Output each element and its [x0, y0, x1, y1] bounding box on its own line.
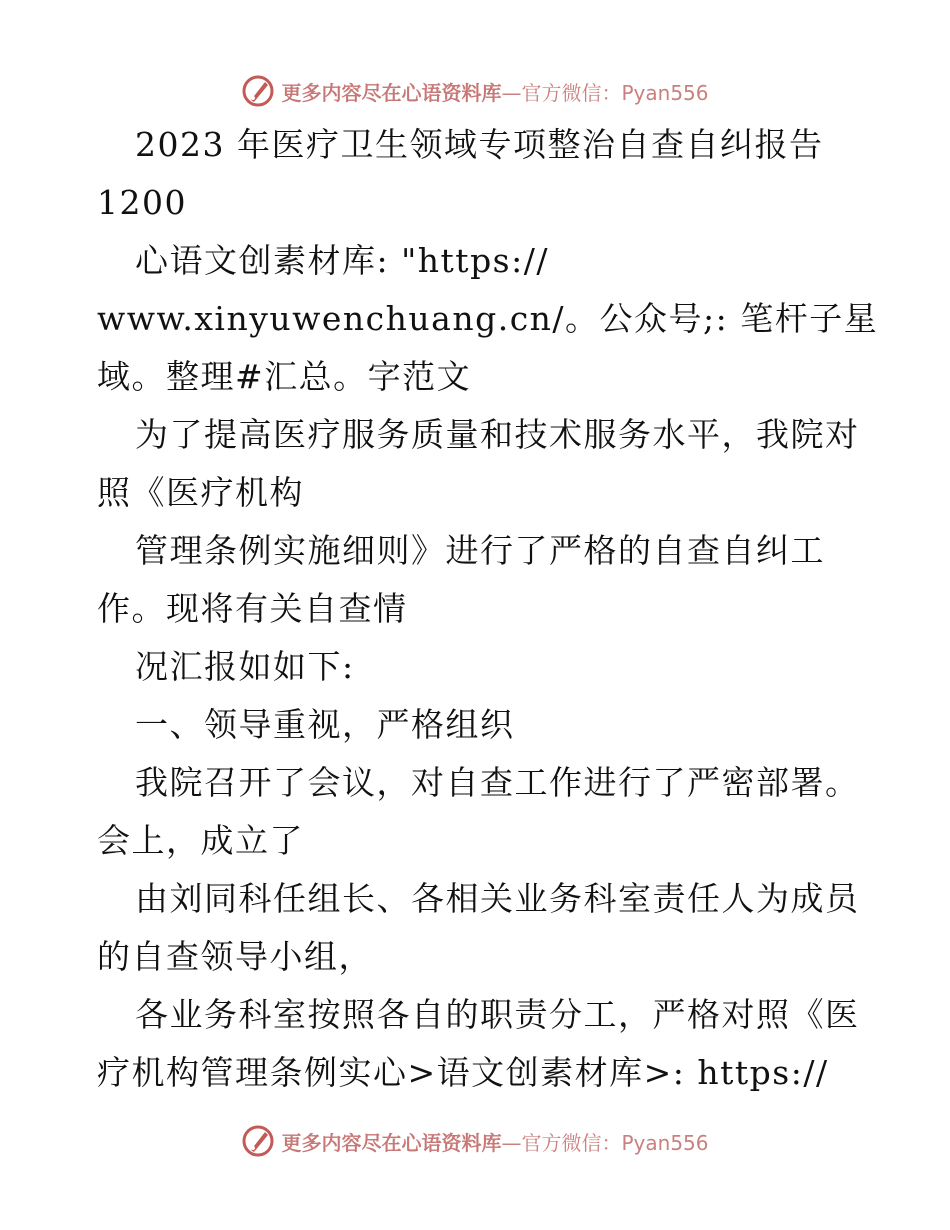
- document-line: 为了提高医疗服务质量和技术服务水平，我院对: [135, 415, 860, 454]
- document-line: 由刘同科任组长、各相关业务科室责任人为成员: [135, 879, 860, 918]
- document-line: www.xinyuwenchuang.cn/。公众号;: 笔杆子星: [97, 299, 879, 338]
- pen-nib-logo-icon: [241, 74, 275, 108]
- document-line: 照《医疗机构: [97, 473, 304, 512]
- footer-watermark-banner: [0, 1121, 950, 1161]
- section-heading: 一、领导重视，严格组织: [135, 705, 515, 744]
- document-title: 2023 年医疗卫生领域专项整治自查自纠报告: [135, 125, 824, 164]
- document-line: 我院召开了会议，对自查工作进行了严密部署。: [135, 763, 860, 802]
- pen-nib-logo-icon: [241, 1124, 275, 1158]
- document-line: 域。整理#汇总。字范文: [97, 357, 472, 396]
- banner-brand: 更多内容尽在心语资料库: [281, 1130, 502, 1155]
- document-body: [97, 116, 879, 1102]
- banner-inner: [241, 74, 708, 108]
- document-line: 况汇报如如下:: [135, 647, 355, 686]
- document-line: 各业务科室按照各自的职责分工，严格对照《医: [135, 995, 860, 1034]
- banner-wechat-label: 官方微信：: [521, 1130, 622, 1155]
- banner-brand: 更多内容尽在心语资料库: [281, 80, 502, 105]
- banner-wechat-label: 官方微信：: [521, 80, 622, 105]
- document-line: 的自查领导小组，: [97, 937, 373, 976]
- header-watermark-banner: [0, 71, 950, 111]
- document-line: 作。现将有关自查情: [97, 589, 408, 628]
- document-line: 会上，成立了: [97, 821, 304, 860]
- banner-text: [281, 1127, 708, 1156]
- banner-inner: [241, 1124, 708, 1158]
- banner-wechat-id: Pyan556: [621, 1130, 709, 1155]
- banner-wechat-id: Pyan556: [621, 80, 709, 105]
- document-line: 疗机构管理条例实心>语文创素材库>: https://: [97, 1053, 829, 1092]
- document-line: 管理条例实施细则》进行了严格的自查自纠工: [135, 531, 825, 570]
- banner-separator: —: [501, 1130, 522, 1155]
- banner-separator: —: [501, 80, 522, 105]
- document-line: 1200: [97, 183, 187, 222]
- document-line: 心语文创素材库: "https://: [135, 241, 549, 280]
- banner-text: [281, 77, 708, 106]
